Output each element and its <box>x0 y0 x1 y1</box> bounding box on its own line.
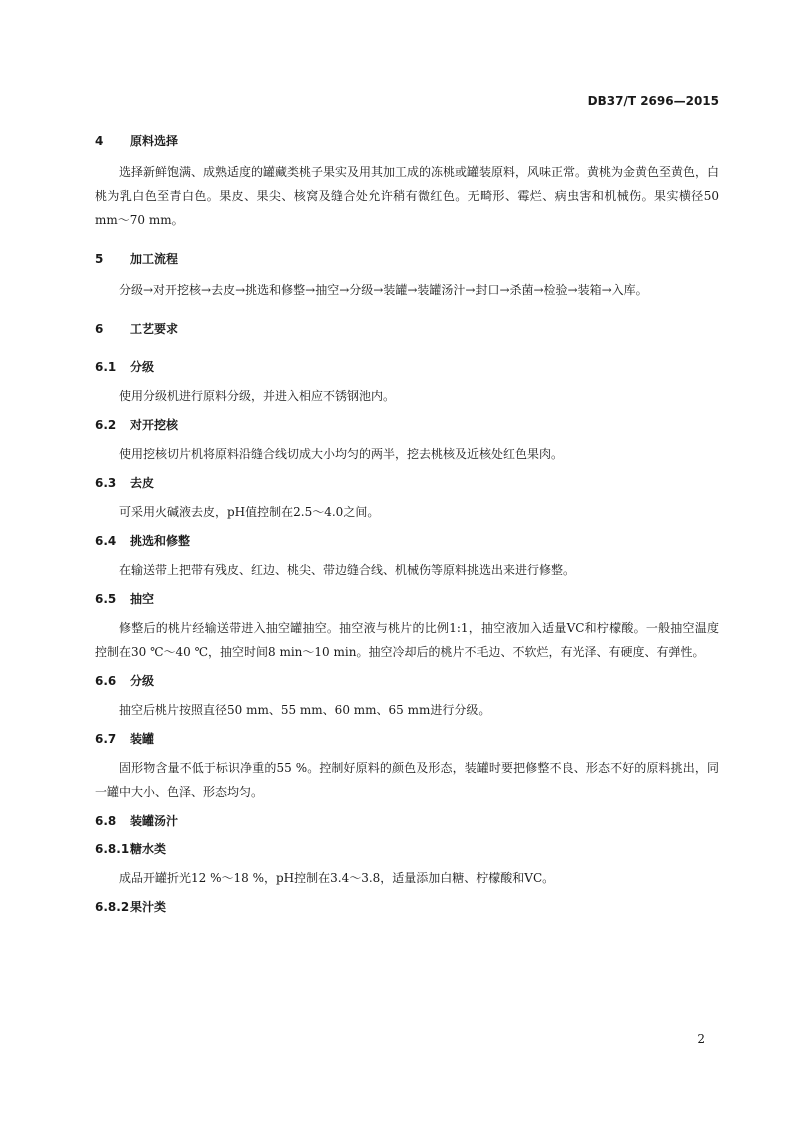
section-title: 工艺要求 <box>130 322 179 336</box>
section-6-8-2-heading <box>95 896 719 918</box>
section-number: 6.3 <box>95 476 117 490</box>
section-number: 6.6 <box>95 674 117 688</box>
section-title: 抽空 <box>130 592 155 606</box>
section-title: 挑选和修整 <box>130 534 191 548</box>
section-6-5-paragraph: 修整后的桃片经输送带进入抽空罐抽空。抽空液与桃片的比例1:1，抽空液加入适量VC和柠檬酸。一般抽空温度控制在30 ℃～40 ℃，抽空时间8 min～10 min。抽空冷却后的桃片不毛边、不软烂，有光泽、有硬度、有弹性。 <box>95 621 719 659</box>
section-5-paragraph: 分级→对开挖核→去皮→挑选和修整→抽空→分级→装罐→装罐汤汁→封口→杀菌→检验→装箱→入库。 <box>119 283 648 297</box>
section-title: 装罐汤汁 <box>130 814 179 828</box>
section-number: 4 <box>95 134 104 148</box>
section-6-7-heading <box>95 728 719 750</box>
page-number: 2 <box>697 1032 705 1046</box>
section-6-4-paragraph: 在输送带上把带有残皮、红边、桃尖、带边缝合线、机械伤等原料挑选出来进行修整。 <box>119 563 576 577</box>
section-title: 加工流程 <box>130 252 179 266</box>
section-number: 6.8 <box>95 814 117 828</box>
section-6-6-heading <box>95 670 719 692</box>
section-number: 5 <box>95 252 104 266</box>
section-5-heading <box>95 248 719 270</box>
document-body <box>95 130 719 918</box>
section-6-4-heading <box>95 530 719 552</box>
section-title: 果汁类 <box>130 900 167 914</box>
section-title: 装罐 <box>130 732 155 746</box>
section-6-8-heading <box>95 810 719 832</box>
section-number: 6 <box>95 322 104 336</box>
section-number: 6.8.1 <box>95 842 130 856</box>
section-4-paragraph: 选择新鲜饱满、成熟适度的罐藏类桃子果实及用其加工成的冻桃或罐装原料，风味正常。黄桃为金黄色至黄色，白桃为乳白色至青白色。果皮、果尖、核窝及缝合处允许稍有微红色。无畸形、霉烂、病虫害和机械伤。果实横径50 mm～70 mm。 <box>95 165 720 227</box>
section-6-1-paragraph: 使用分级机进行原料分级，并进入相应不锈钢池内。 <box>119 389 396 403</box>
section-4-heading <box>95 130 719 152</box>
section-6-2-heading <box>95 414 719 436</box>
section-6-6-paragraph: 抽空后桃片按照直径50 mm、55 mm、60 mm、65 mm进行分级。 <box>119 703 491 717</box>
section-6-heading <box>95 318 719 340</box>
standard-number: DB37/T 2696—2015 <box>587 94 719 108</box>
section-6-3-heading <box>95 472 719 494</box>
section-title: 对开挖核 <box>130 418 179 432</box>
section-6-8-1-paragraph: 成品开罐折光12 %～18 %，pH控制在3.4～3.8，适量添加白糖、柠檬酸和VC。 <box>119 871 555 885</box>
section-number: 6.2 <box>95 418 117 432</box>
section-number: 6.7 <box>95 732 117 746</box>
section-title: 分级 <box>130 360 155 374</box>
section-6-8-1-heading <box>95 838 719 860</box>
section-6-5-heading <box>95 588 719 610</box>
section-6-1-heading <box>95 356 719 378</box>
section-title: 去皮 <box>130 476 155 490</box>
section-title: 糖水类 <box>130 842 167 856</box>
section-6-2-paragraph: 使用挖核切片机将原料沿缝合线切成大小均匀的两半，挖去桃核及近核处红色果肉。 <box>119 447 564 461</box>
section-title: 分级 <box>130 674 155 688</box>
section-title: 原料选择 <box>130 134 179 148</box>
section-number: 6.8.2 <box>95 900 130 914</box>
section-number: 6.5 <box>95 592 117 606</box>
section-number: 6.1 <box>95 360 117 374</box>
section-number: 6.4 <box>95 534 117 548</box>
section-6-7-paragraph: 固形物含量不低于标识净重的55 %。控制好原料的颜色及形态，装罐时要把修整不良、形态不好的原料挑出，同一罐中大小、色泽、形态均匀。 <box>95 761 719 799</box>
section-6-3-paragraph: 可采用火碱液去皮，pH值控制在2.5～4.0之间。 <box>119 505 380 519</box>
